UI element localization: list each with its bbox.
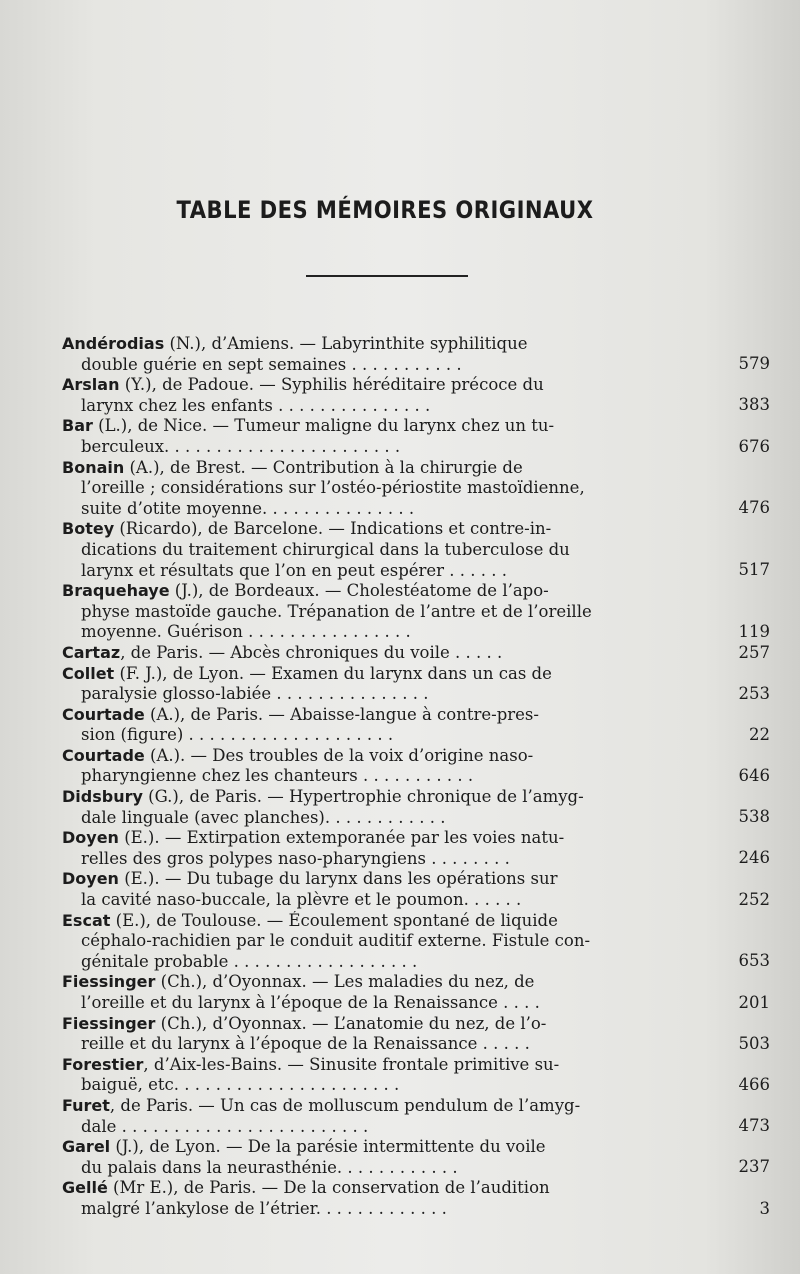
entry-continuation-line: relles des gros polypes naso-pharyngiens . . . . . . . . [81, 848, 510, 868]
author-name: Didsbury [62, 787, 143, 807]
toc-entry [62, 1013, 770, 1055]
entry-text: (E.), de Toulouse. — Écoulement spontané de liquide [110, 910, 558, 930]
entry-first-line [62, 869, 647, 890]
entry-first-line [62, 1014, 647, 1035]
toc-entry [62, 519, 770, 581]
toc-entry [62, 1137, 770, 1178]
entry-text: (E.). — Extirpation extemporanée par les voies natu- [118, 828, 565, 848]
entry-first-line [62, 519, 647, 540]
entry-continuation-line: physe mastoïde gauche. Trépanation de l’antre et de l’oreille [81, 601, 592, 621]
page-number: 201 [738, 992, 770, 1012]
toc-entry [62, 972, 770, 1013]
toc-entry [62, 869, 770, 910]
entry-first-line [62, 416, 647, 437]
entry-continuation-line: dications du traitement chirurgical dans la tuberculose du [81, 539, 570, 559]
entry-continuation-line: malgré l’ankylose de l’étrier. . . . . . . . . . . . . [81, 1198, 447, 1218]
entry-first-line [62, 458, 647, 479]
entry-first-line [62, 581, 647, 602]
toc-entry [62, 704, 770, 746]
toc-entry [62, 787, 770, 828]
page-number: 22 [749, 724, 770, 744]
page-number: 257 [738, 642, 770, 662]
page-number: 503 [738, 1033, 770, 1053]
author-name: Doyen [62, 828, 119, 848]
entry-first-line [62, 787, 647, 808]
entry-continuation-line: reille et du larynx à l’époque de la Renaissance . . . . . [81, 1034, 530, 1054]
toc-entry [62, 375, 770, 416]
author-name: Bar [62, 416, 93, 436]
entry-continuation-line: génitale probable . . . . . . . . . . . . . . . . . . [81, 951, 418, 971]
entry-text: (A.), de Brest. — Contribution à la chirurgie de [124, 457, 523, 477]
toc-entry [62, 581, 770, 643]
entry-first-line [62, 664, 647, 685]
toc-entry [62, 828, 770, 869]
author-name: Gellé [62, 1178, 108, 1198]
entry-continuation-line: moyenne. Guérison . . . . . . . . . . . . . . . . [81, 622, 411, 642]
entry-first-line [62, 746, 647, 767]
page-number: 383 [738, 395, 770, 415]
entry-continuation-line: céphalo-rachidien par le conduit auditif externe. Fistule con- [81, 931, 591, 951]
author-name: Botey [62, 519, 115, 539]
entry-continuation-line: pharyngienne chez les chanteurs . . . . . . . . . . . [81, 766, 474, 786]
entry-text: , de Paris. — Abcès chroniques du voile . . . . . [120, 642, 503, 662]
author-name: Courtade [62, 704, 145, 724]
author-name: Fiessinger [62, 972, 156, 992]
toc-entry [62, 663, 770, 705]
entry-continuation-line: dale linguale (avec planches). . . . . . . . . . . . [81, 807, 446, 827]
entry-first-line [62, 705, 647, 726]
entry-first-line [62, 911, 647, 932]
entry-continuation-line: paralysie glosso-labiée . . . . . . . . . . . . . . . [81, 684, 429, 704]
entry-text: (A.). — Des troubles de la voix d’origine naso- [144, 745, 534, 765]
page-number: 579 [738, 354, 770, 374]
entry-text: , d’Aix-les-Bains. — Sinusite frontale primitive su- [143, 1054, 560, 1074]
toc-entry [62, 334, 770, 375]
entry-first-line [62, 972, 647, 993]
entry-continuation-line: larynx chez les enfants . . . . . . . . . . . . . . . [81, 395, 431, 415]
page-number: 538 [738, 807, 770, 827]
author-name: Cartaz [62, 642, 121, 662]
entry-first-line [62, 375, 647, 396]
entry-continuation-line: l’oreille ; considérations sur l’ostéo-périostite mastoïdienne, [81, 478, 585, 498]
page-number: 237 [738, 1157, 770, 1177]
entry-continuation-line: sion (figure) . . . . . . . . . . . . . . . . . . . . [81, 725, 394, 745]
entry-first-line [62, 1178, 647, 1199]
entry-text: (Ch.), d’Oyonnax. — L’anatomie du nez, de l’o- [155, 1013, 547, 1033]
entry-text: , de Paris. — Un cas de molluscum pendulum de l’amyg- [109, 1095, 581, 1115]
page-number: 646 [738, 766, 770, 786]
toc-entry [62, 416, 770, 457]
table-of-contents [62, 334, 770, 1220]
entry-continuation-line: baiguë, etc. . . . . . . . . . . . . . . . . . . . . . [81, 1075, 400, 1095]
entry-text: (Ricardo), de Barcelone. — Indications et contre-in- [114, 519, 552, 539]
page-number: 476 [738, 498, 770, 518]
author-name: Forestier [62, 1054, 144, 1074]
entry-text: (A.), de Paris. — Abaisse-langue à contre-pres- [144, 704, 539, 724]
page-number: 119 [738, 621, 770, 641]
entry-continuation-line: berculeux. . . . . . . . . . . . . . . . . . . . . . . [81, 436, 401, 456]
author-name: Braquehaye [62, 581, 170, 601]
page-number: 676 [738, 436, 770, 456]
author-name: Fiessinger [62, 1013, 156, 1033]
entry-text: (Y.), de Padoue. — Syphilis héréditaire précoce du [119, 375, 544, 395]
entry-first-line [62, 1055, 647, 1076]
page-number: 252 [738, 889, 770, 909]
page-number: 466 [738, 1074, 770, 1094]
toc-entry [62, 457, 770, 520]
entry-continuation-line: double guérie en sept semaines . . . . . . . . . . . [81, 354, 462, 374]
author-name: Bonain [62, 457, 125, 477]
entry-continuation-line: dale . . . . . . . . . . . . . . . . . . . . . . . . [81, 1116, 369, 1136]
entry-text: (L.), de Nice. — Tumeur maligne du larynx chez un tu- [92, 416, 555, 436]
author-name: Furet [62, 1095, 110, 1115]
entry-first-line [62, 1137, 647, 1158]
page-number: 653 [738, 951, 770, 971]
entry-text: (J.), de Lyon. — De la parésie intermittente du voile [110, 1137, 546, 1157]
entry-text: (J.), de Bordeaux. — Cholestéatome de l’apo- [169, 581, 549, 601]
author-name: Arslan [62, 375, 120, 395]
toc-entry [62, 1178, 770, 1219]
page-number: 246 [738, 848, 770, 868]
title-rule [306, 275, 468, 277]
entry-text: (G.), de Paris. — Hypertrophie chronique de l’amyg- [142, 787, 584, 807]
page-number: 517 [738, 560, 770, 580]
entry-text: (F. J.), de Lyon. — Examen du larynx dans un cas de [114, 663, 552, 683]
entry-continuation-line: larynx et résultats que l’on en peut espérer . . . . . . [81, 560, 508, 580]
toc-entry [62, 1054, 770, 1096]
page-number: 473 [738, 1116, 770, 1136]
author-name: Garel [62, 1137, 111, 1157]
entry-continuation-line: suite d’otite moyenne. . . . . . . . . . . . . . . [81, 498, 415, 518]
toc-entry [62, 910, 770, 973]
author-name: Doyen [62, 869, 119, 889]
page-number: 3 [759, 1198, 770, 1218]
author-name: Escat [62, 910, 111, 930]
entry-text: (N.), d’Amiens. — Labyrinthite syphilitique [164, 334, 528, 353]
entry-continuation-line: la cavité naso-buccale, la plèvre et le poumon. . . . . . [81, 890, 522, 910]
toc-entry [62, 745, 770, 787]
toc-entry [62, 642, 770, 664]
entry-continuation-line: du palais dans la neurasthénie. . . . . . . . . . . . [81, 1157, 458, 1177]
entry-continuation-line: l’oreille et du larynx à l’époque de la Renaissance . . . . [81, 993, 540, 1012]
entry-first-line [62, 334, 647, 355]
author-name: Collet [62, 663, 115, 683]
entry-text: (E.). — Du tubage du larynx dans les opérations sur [118, 869, 558, 889]
entry-first-line [62, 643, 647, 664]
page-number: 253 [738, 683, 770, 703]
author-name: Andérodias [62, 334, 165, 353]
entry-text: (Mr E.), de Paris. — De la conservation de l’audition [107, 1178, 550, 1198]
author-name: Courtade [62, 745, 145, 765]
entry-text: (Ch.), d’Oyonnax. — Les maladies du nez, de [155, 972, 535, 992]
toc-entry [62, 1095, 770, 1137]
entry-first-line [62, 1096, 647, 1117]
page-title: TABLE DES MÉMOIRES ORIGINAUX [176, 196, 594, 224]
entry-first-line [62, 828, 647, 849]
